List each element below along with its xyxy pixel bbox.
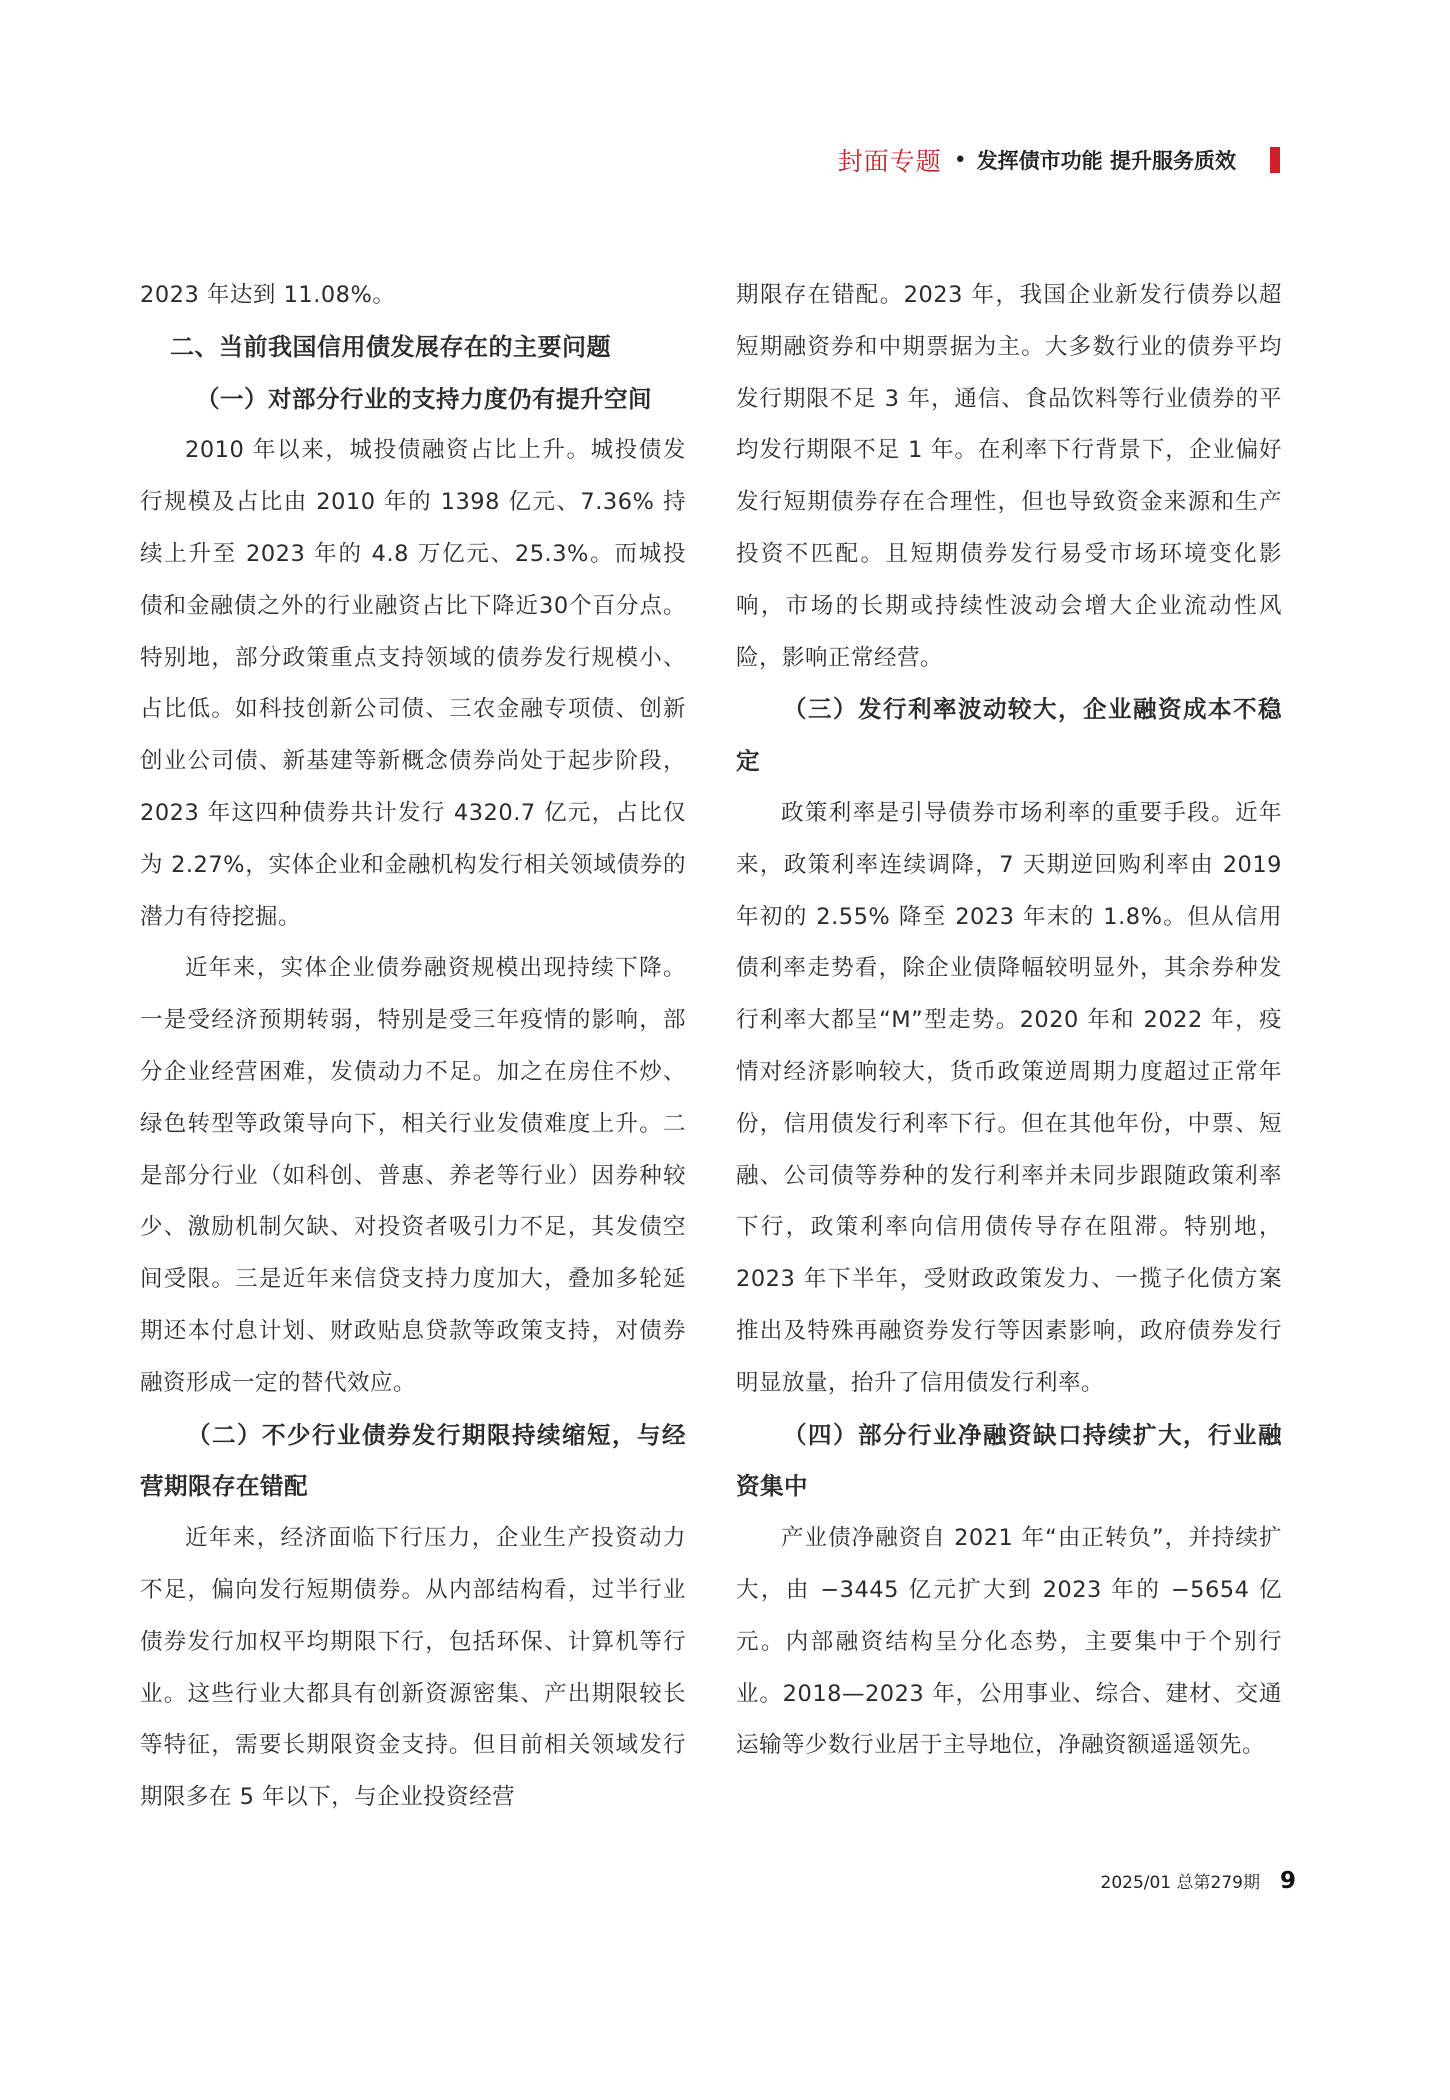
paragraph: 2023 年达到 11.08%。	[140, 282, 396, 308]
right-column	[736, 270, 1282, 1772]
subsection-heading: （一）对部分行业的支持力度仍有提升空间	[196, 384, 652, 413]
paragraph: 产业债净融资自 2021 年“由正转负”，并持续扩大，由 −3445 亿元扩大到 2023 年的 −5654 亿元。内部融资结构呈分化态势，主要集中于个别行业。2018—2023 年，公用事业、综合、建材、交通运输等少数行业居于主导地位，净融资额遥遥领先。	[736, 1525, 1282, 1759]
page-footer	[1101, 1868, 1297, 1894]
subsection-heading: （三）发行利率波动较大，企业融资成本不稳定	[736, 695, 1282, 776]
paragraph: 2010 年以来，城投债融资占比上升。城投债发行规模及占比由 2010 年的 1398 亿元、7.36% 持续上升至 2023 年的 4.8 万亿元、25.3%。而城投债和金融债之外的行业融资占比下降近30个百分点。特别地，部分政策重点支持领域的债券发行规模小、占比低。如科技创新公司债、三农金融专项债、创新创业公司债、新基建等新概念债券尚处于起步阶段，2023 年这四种债券共计发行 4320.7 亿元，占比仅为 2.27%，实体企业和金融机构发行相关领域债券的潜力有待挖掘。	[140, 437, 686, 930]
paragraph: 近年来，实体企业债券融资规模出现持续下降。一是受经济预期转弱，特别是受三年疫情的影响，部分企业经营困难，发债动力不足。加之在房住不炒、绿色转型等政策导向下，相关行业发债难度上升。二是部分行业（如科创、普惠、养老等行业）因券种较少、激励机制欠缺、对投资者吸引力不足，其发债空间受限。三是近年来信贷支持力度加大，叠加多轮延期还本付息计划、财政贴息贷款等政策支持，对债券融资形成一定的替代效应。	[140, 955, 686, 1396]
header-separator: •	[953, 147, 967, 173]
header-section-label: 封面专题	[837, 147, 942, 176]
section-heading: 二、当前我国信用债发展存在的主要问题	[170, 332, 611, 361]
paragraph: 期限存在错配。2023 年，我国企业新发行债券以超短期融资券和中期票据为主。大多数行业的债券平均发行期限不足 3 年，通信、食品饮料等行业债券的平均发行期限不足 1 年。在利率下行背景下，企业偏好发行短期债券存在合理性，但也导致资金来源和生产投资不匹配。且短期债券发行易受市场环境变化影响，市场的长期或持续性波动会增大企业流动性风险，影响正常经营。	[736, 282, 1282, 671]
header-theme-title: 发挥债市功能 提升服务质效	[976, 149, 1236, 173]
paragraph: 近年来，经济面临下行压力，企业生产投资动力不足，偏向发行短期债券。从内部结构看，过半行业债券发行加权平均期限下行，包括环保、计算机等行业。这些行业大都具有创新资源密集、产出期限较长等特征，需要长期限资金支持。但目前相关领域发行期限多在 5 年以下，与企业投资经营	[140, 1525, 686, 1811]
subsection-heading: （二）不少行业债券发行期限持续缩短，与经营期限存在错配	[140, 1420, 686, 1501]
paragraph: 政策利率是引导债券市场利率的重要手段。近年来，政策利率连续调降，7 天期逆回购利率由 2019 年初的 2.55% 降至 2023 年末的 1.8%。但从信用债利率走势看，除企业债降幅较明显外，其余券种发行利率大都呈“M”型走势。2020 年和 2022 年，疫情对经济影响较大，货币政策逆周期力度超过正常年份，信用债发行利率下行。但在其他年份，中票、短融、公司债等券种的发行利率并未同步跟随政策利率下行，政策利率向信用债传导存在阻滞。特别地，2023 年下半年，受财政政策发力、一揽子化债方案推出及特殊再融资券发行等因素影响，政府债券发行明显放量，抬升了信用债发行利率。	[736, 799, 1282, 1396]
header-accent-bar	[1270, 147, 1280, 173]
subsection-heading: （四）部分行业净融资缺口持续扩大，行业融资集中	[736, 1420, 1282, 1501]
left-column	[140, 270, 686, 1824]
page-header	[838, 142, 1280, 178]
issue-label: 2025/01 总第279期	[1100, 1873, 1260, 1893]
page-number: 9	[1279, 1868, 1296, 1894]
